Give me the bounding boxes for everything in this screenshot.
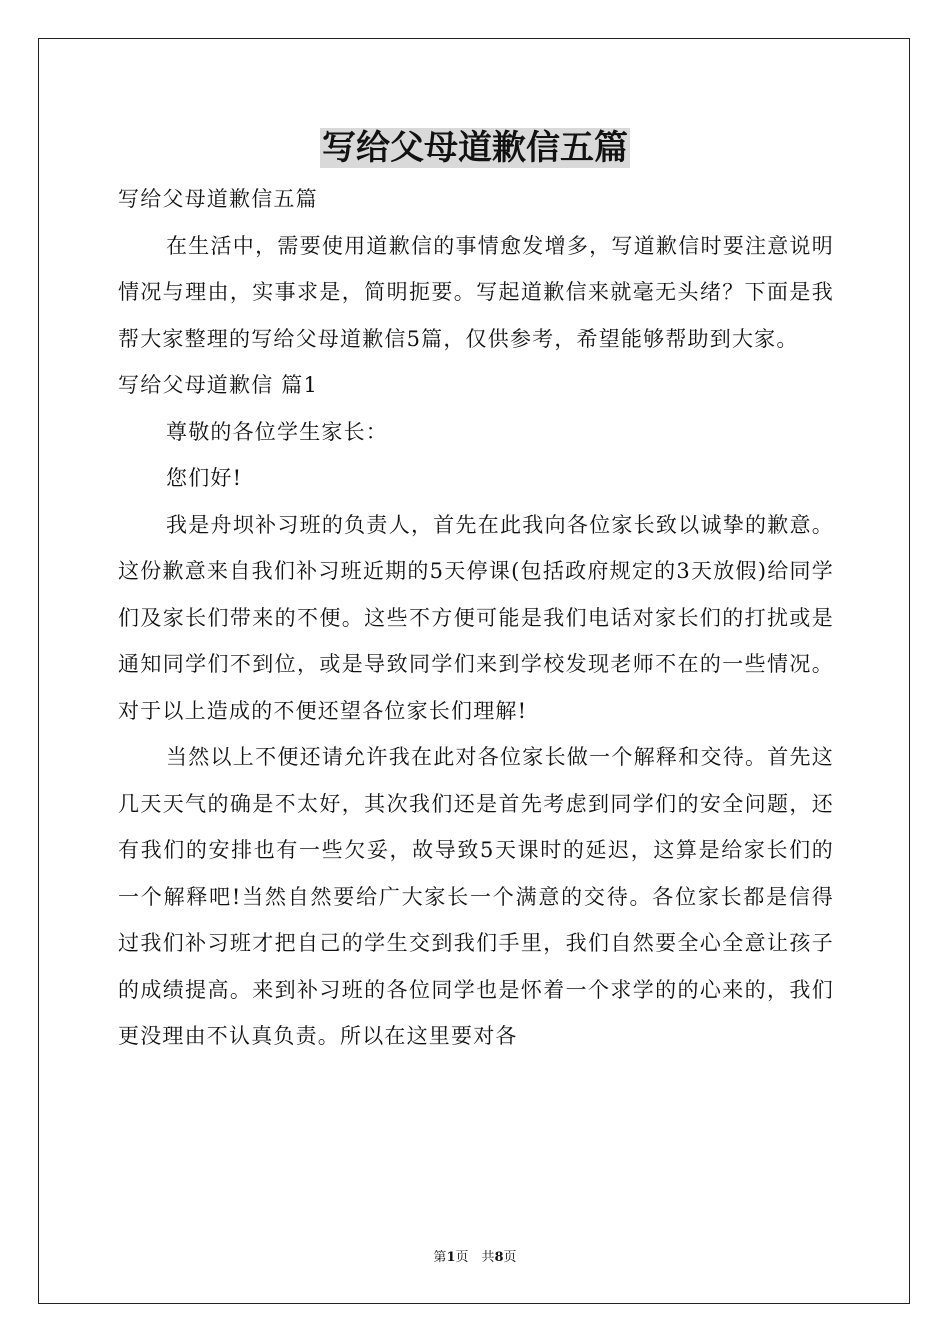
footer-page-prefix: 第	[433, 1250, 447, 1265]
footer-page-mid: 页 共	[455, 1250, 495, 1265]
paragraph: 尊敬的各位学生家长：	[166, 419, 388, 444]
document-title	[0, 126, 950, 170]
document-subtitle: 写给父母道歉信五篇	[118, 187, 318, 211]
document-title-text: 写给父母道歉信五篇	[322, 128, 628, 168]
paragraph: 我是舟坝补习班的负责人，首先在此我向各位家长致以诚挚的歉意。这份歉意来自我们补习班近期的5天停课(包括政府规定的3天放假)给同学们及家长们带来的不便。这些不方便可能是我们电话对家长们的打扰或是通知同学们不到位，或是导致同学们来到学校发现老师不在的一些情况。对于以上造成的不便还望各位家长们理解!	[118, 512, 834, 723]
section-heading: 写给父母道歉信 篇1	[118, 373, 319, 397]
paragraph: 当然以上不便还请允许我在此对各位家长做一个解释和交待。首先这几天天气的确是不太好，其次我们还是首先考虑到同学们的安全问题，还有我们的安排也有一些欠妥，故导致5天课时的延迟，这算是给家长们的一个解释吧!当然自然要给广大家长一个满意的交待。各位家长都是信得过我们补习班才把自己的学生交到我们手里，我们自然要全心全意让孩子的成绩提高。来到补习班的各位同学也是怀着一个求学的的心来的，我们更没理由不认真负责。所以在这里要对各	[118, 745, 834, 1048]
paragraph: 在生活中，需要使用道歉信的事情愈发增多，写道歉信时要注意说明情况与理由，实事求是，简明扼要。写起道歉信来就毫无头绪？下面是我帮大家整理的写给父母道歉信5篇，仅供参考，希望能够帮助到大家。	[118, 233, 834, 351]
page-footer	[0, 1246, 950, 1265]
footer-page-end: 页	[503, 1250, 517, 1265]
footer-page-current: 1	[446, 1250, 456, 1265]
paragraph: 您们好!	[166, 466, 243, 490]
document-body	[118, 176, 834, 1060]
footer-page-total: 8	[494, 1250, 504, 1265]
